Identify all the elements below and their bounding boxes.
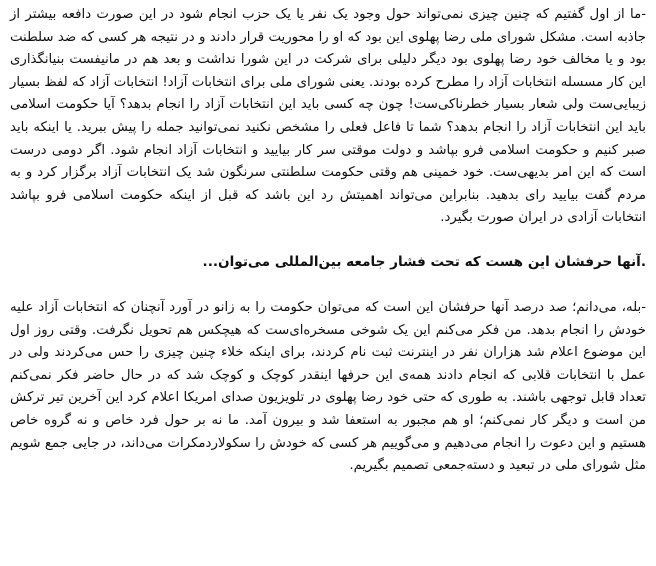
- answer-paragraph-2: -بله، می‌دانم؛ صد درصد آنها حرفشان این است که می‌توان حکومت را به زانو در آورد آنچنان که انتخابات آزاد علیه خودش را انجام بدهد. من فکر می‌کنم این یک شوخی مسخره‌ای‌ست که هیچکس هم تحویل نگرفت. وقتی روز اول این موضوع اعلام شد هزاران نفر در اینترنت ثبت نام کردند، برای اینکه خلاء چنین چیزی را حس می‌کردند ولی در عمل با انتخابات قلابی که انجام دادند همه‌ی این حرفها اینقدر کوچک و کوچک شد که در حال حاضر فکر نمی‌کنم تعداد قابل توجهی باشند. به طوری که حتی خود رضا پهلوی در تلویزیون صدای امریکا اعلام کرد این آخرین تیر ترکش من است و دیگر کار نمی‌کنم؛ او هم مجبور به استعفا شد و بیرون آمد. ما نه بر حول فرد خاص و نه گروه خاص هستیم و این دعوت را انجام می‌دهیم و می‌گوییم هر کسی که خودش را سکولاردمکرات می‌داند، در جایی جمع شویم مثل شورای ملی در تبعید و دسته‌جمعی تصمیم بگیریم.: [10, 299, 646, 474]
- interview-question: .آنها حرفشان این هست که تحت فشار جامعه بین‌المللی می‌توان...: [202, 253, 646, 270]
- answer-paragraph-1: -ما از اول گفتیم که چنین چیزی نمی‌تواند حول وجود یک نفر یا یک حزب انجام شود در این صورت دافعه بیشتر از جاذبه است. مشکل شورای ملی رضا پهلوی این بود که او را محوریت قرار دادند و در نتیجه هر کسی که ضد سلطنت بود و یا مخالف خود رضا پهلوی بود دیگر دلیلی برای شرکت در این شورا نداشت و بعد هم در مانیفست بنیانگذاری این کار مسسله انتخابات آزاد را مطرح کرده بودند. یعنی شورای ملی برای انتخابات آزاد! انتخابات آزاد که لفظ بسیار زیبایی‌ست ولی شعار بسیار خطرناکی‌ست! چون چه کسی باید این انتخابات آزاد را انجام بدهد؟ آیا حکومت اسلامی باید این انتخابات آزاد را انجام بدهد؟ شما تا فاعل فعلی را مشخص نکنید نمی‌توانید جمله را پیش ببرید. یا اینکه باید صبر کنیم و حکومت اسلامی فرو بپاشد و دولت موقتی سر کار بیایید و انتخابات آزاد انجام شود. اگر دومی درست است که این امر بدیهی‌ست. خود خمینی هم وقتی حکومت سلطنتی سرنگون شد یک انتخابات آزاد برگزار کرد و به مردم گفت بیایید رای بدهید. بنابراین می‌تواند اهمیتش رد این باشد که قبل از اینکه حکومت اسلامی فرو بپاشد انتخابات آزادی در ایران صورت بگیرد.: [10, 7, 646, 226]
